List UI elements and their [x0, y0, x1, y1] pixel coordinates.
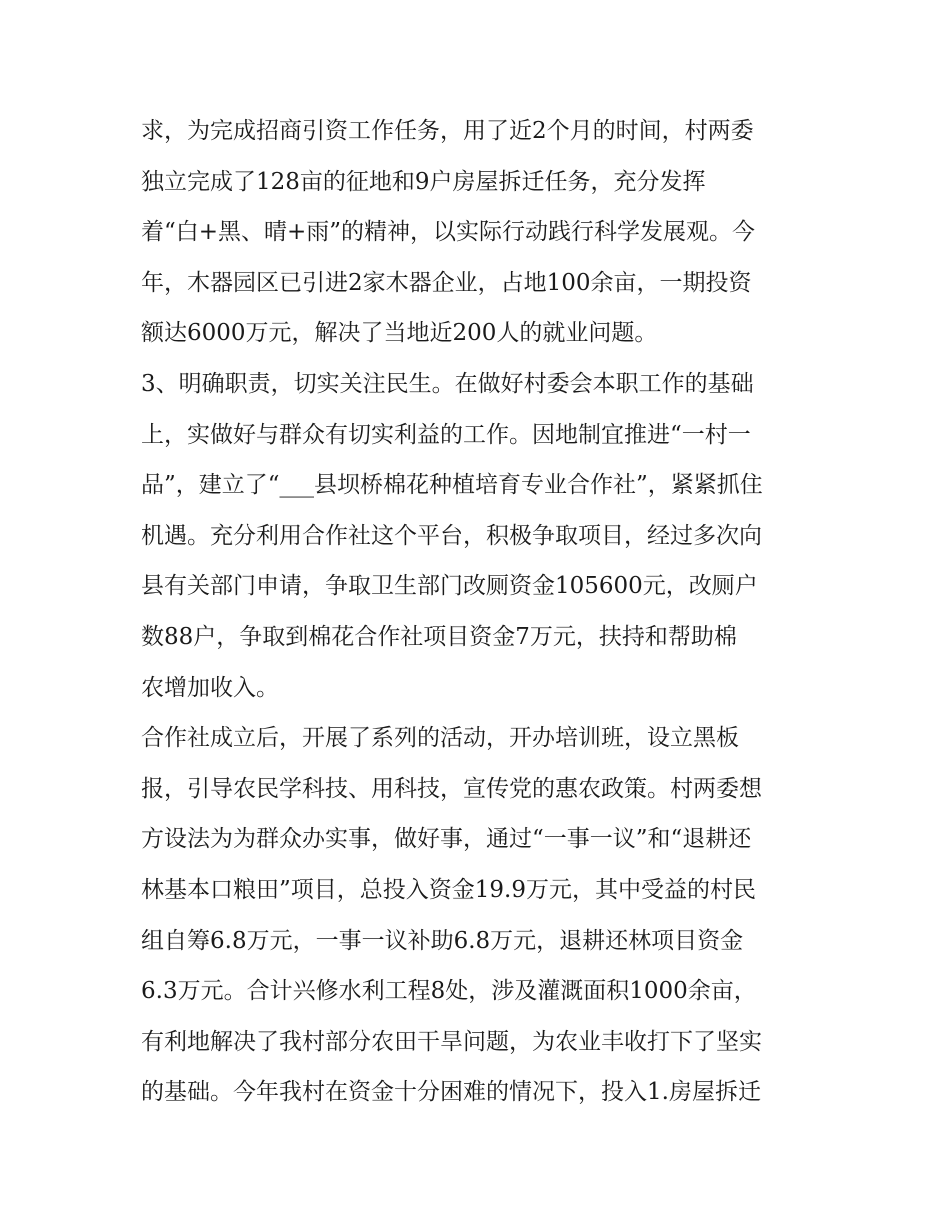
text-line: 有利地解决了我村部分农田干旱问题，为农业丰收打下了坚实: [141, 1028, 762, 1055]
text-line: 年，木器园区已引进2家木器企业，占地100余亩，一期投资: [141, 269, 752, 296]
text-line: 6.3万元。合计兴修水利工程8处，涉及灌溉面积1000余亩，: [141, 978, 757, 1005]
text-line: 3、明确职责，切实关注民生。在做好村委会本职工作的基础: [141, 370, 754, 397]
text-line: 报，引导农民学科技、用科技，宣传党的惠农政策。村两委想: [141, 775, 762, 802]
text-line: 上，实做好与群众有切实利益的工作。因地制宜推进“一村一: [141, 421, 751, 448]
text-line: 县有关部门申请，争取卫生部门改厕资金105600元，改厕户: [141, 573, 758, 600]
text-line: 林基本口粮田”项目，总投入资金19.9万元，其中受益的村民: [141, 876, 756, 903]
text-line: 求，为完成招商引资工作任务，用了近2个月的时间，村两委: [141, 118, 754, 144]
text-line: 农增加收入。: [141, 674, 279, 701]
body-text: [141, 106, 821, 1118]
text-line: 合作社成立后，开展了系列的活动，开办培训班，设立黑板: [141, 725, 739, 752]
text-line: 额达6000万元，解决了当地近200人的就业问题。: [141, 320, 658, 347]
text-line: 方设法为为群众办实事，做好事，通过“一事一议”和“退耕还: [141, 826, 752, 853]
text-line: 独立完成了128亩的征地和9户房屋拆迁任务，充分发挥: [141, 168, 706, 195]
text-line: 着“白+黑、晴+雨”的精神，以实际行动践行科学发展观。今: [141, 219, 756, 246]
text-line: 品”，建立了“___县坝桥棉花种植培育专业合作社”，紧紧抓住: [141, 472, 763, 499]
text-line: 的基础。今年我村在资金十分困难的情况下，投入1.房屋拆迁: [141, 1079, 761, 1106]
text-line: 数88户，争取到棉花合作社项目资金7万元，扶持和帮助棉: [141, 623, 737, 650]
text-line: 组自筹6.8万元，一事一议补助6.8万元，退耕还林项目资金: [141, 927, 744, 954]
text-line: 机遇。充分利用合作社这个平台，积极争取项目，经过多次向: [141, 522, 762, 549]
